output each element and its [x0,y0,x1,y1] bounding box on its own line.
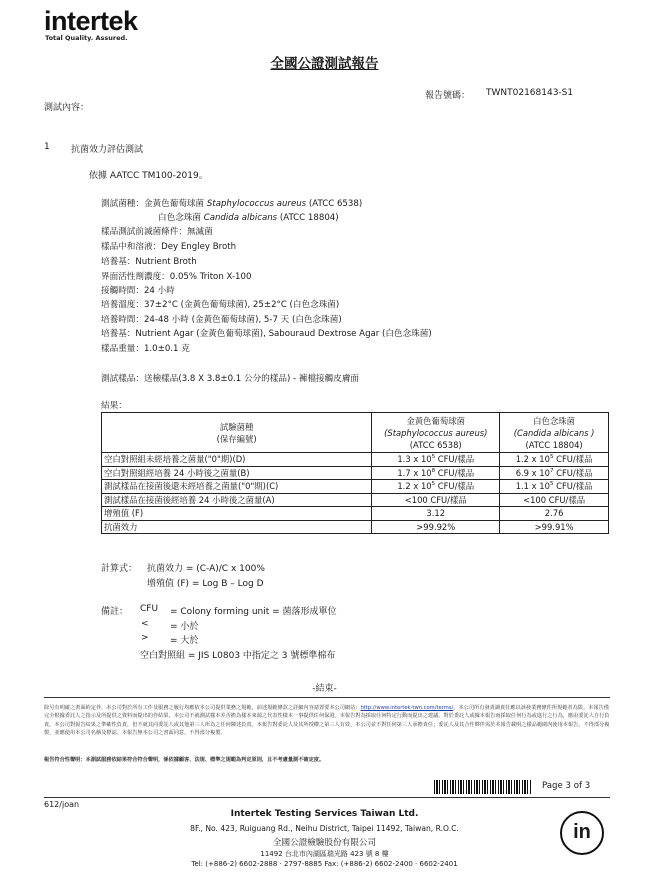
notes-label: 備註： [101,607,129,617]
intertek-seal-icon: in [560,811,604,855]
cell-sa: <100 CFU/樣品 [372,493,500,507]
operator-code: 612/joan [44,800,80,809]
divider [44,697,610,698]
formula-efficacy: 抗菌效力 = (C-A)/C x 100% [147,564,265,574]
company-name-en: Intertek Testing Services Taiwan Ltd. [230,809,419,819]
value-unit: CFU/樣品 [553,454,593,465]
note-gt-key: > [141,633,149,643]
disclaimer-part2: 。本公司所有發責調責任應以該發業務條件所規範者為限。本報告僅完全根據委託人之指示及所提供之資料而提出的作結果，本公司不就測試樣本差否擔為樣本來源之代表性樣本一事提供任何保證。本報告對為採取任何特定行動而提出之建議，對於委託人或據本報告而採取任何行為或進行之行為，應由委託人自行負責。本公司對報告結果之準確性負責，但不就其向委託人或其他第三人所為之任何陳述負責。本報告對委託人及其所授權之第三人有效，本公司並不對任何第三人承擔責任；委託人及其合作夥伴需於本報告載明之樣品範圍內使用本報告，不得部分複製，並應使用本公司名稱及標誌。本報告無本公司之書面同意，不得部分複製。 [44,705,610,736]
row-label: 抗菌效力 [102,520,372,534]
contact-phone-fax: Tel: (+886-2) 6602-2888 ‧ 2797-8885 Fax: (+886-2) 6602-2400 ‧ 6602-2401 [191,860,458,868]
cell-sa [372,466,500,480]
surfactant: 界面活性劑濃度：0.05% Triton X-100 [101,272,252,282]
header-ca-atcc: (ATCC 18804) [525,439,583,450]
header-ca-latin: (Candida albicans ) [513,427,595,438]
header-ca-cn: 白色念珠菌 [533,415,576,426]
header-strain-title: 試驗菌種 [219,421,254,432]
table-row [102,520,609,534]
formula-growth: 增殖值 (F) = Log B – Log D [147,579,264,589]
terms-link[interactable]: http://www.intertek-twn.com/terms/ [360,705,454,711]
note-cfu-value: = Colony forming unit = 菌落形成單位 [170,607,337,617]
value-base: 1.3 x 10 [397,454,432,465]
page-title: 全國公證測試報告 [270,56,379,72]
strain1-latin: Staphylococcus aureus [206,199,307,209]
disclaimer-part1: 除另有明確之書面約定外，本公司對於所有工作及服務之履行均應依本公司提供業務之規範，前述規範條款之詳細內容請置要本公司網站： [44,705,361,711]
incubation-temp: 培養溫度：37±2°C (金黃色葡萄球菌), 25±2°C (白色念珠菌) [101,300,340,310]
results-label: 結果： [101,401,127,411]
value-base: 6.9 x 10 [515,467,550,478]
strain2-latin: Candida albicans [203,213,278,223]
sample-weight: 樣品重量：1.0±0.1 克 [101,344,190,354]
cell-sa: 3.12 [372,507,500,521]
note-gt-value: = 大於 [170,636,199,646]
conformity-statement: 報告符合性聲明：本測試服務依結果符合符合聲明，係依據顧客、法規、標準之規範為判定原則，且不考慮量測不確定度。 [44,757,325,763]
table-row [102,453,609,467]
row-label: 增殖值 (F) [102,507,372,521]
cell-ca [500,453,609,467]
agar-medium: 培養基：Nutrient Agar (金黃色葡萄球菌), Sabouraud Dextrose Agar (白色念珠菌) [101,329,432,339]
cell-ca [500,480,609,494]
row-label: 空白對照組未經培養之菌量("0"期)(D) [102,453,372,467]
end-mark: -結束- [312,684,337,694]
address-cn: 11492 台北市內湖區瑞光路 423 號 8 樓 [260,850,389,858]
barcode [434,780,532,794]
value-exponent: 7 [549,467,554,474]
note-lt-key: < [141,619,149,629]
strain1-atcc: (ATCC 6538) [308,199,363,209]
value-unit: CFU/樣品 [553,481,593,492]
results-table [101,412,609,534]
header-c-albicans [500,413,609,453]
value-exponent: 5 [431,481,436,488]
strain2-cn: 白色念珠菌 [158,213,201,223]
address-en: 8F., No. 423, Ruiguang Rd., Neihu District, Taipei 11492, Taiwan, R.O.C. [190,824,459,833]
header-strain [102,413,372,453]
header-strain-sub: (保存編號) [216,433,257,444]
report-number: TWNT02168143-S1 [486,88,574,98]
value-unit: CFU/樣品 [553,467,593,478]
header-sa-latin: (Staphylococcus aureus) [384,427,488,438]
contact-time: 接觸時間：24 小時 [101,286,175,296]
strain-line-1 [101,197,362,209]
value-base: 1.7 x 10 [397,467,432,478]
row-label: 測試樣品在接菌後還未經培養之菌量("0"期)(C) [102,480,372,494]
table-row [102,480,609,494]
note-cfu-key: CFU [140,604,159,614]
row-label: 空白對照組經培養 24 小時後之菌量(B) [102,466,372,480]
cell-ca [500,466,609,480]
medium: 培養基：Nutrient Broth [101,257,197,267]
incubation-time: 培養時間：24-48 小時 (金黃色葡萄球菌), 5-7 天 (白色念珠菌) [101,315,342,325]
section-title: 抗菌效力評估測試 [71,145,144,155]
value-exponent: 5 [431,454,436,461]
header-s-aureus [372,413,500,453]
value-exponent: 5 [549,454,554,461]
intertek-logo: intertek [44,6,138,36]
header-sa-atcc: (ATCC 6538) [409,439,462,450]
table-row [102,507,609,521]
note-blank: 空白對照組 = JIS L0803 中指定之 3 號標準棉布 [140,651,336,661]
formula-label: 計算式： [101,564,138,574]
table-header-row [102,413,609,453]
value-base: 1.1 x 10 [515,481,550,492]
section-number: 1 [44,142,50,152]
strain-line-2 [158,211,339,223]
sterilize-condition: 樣品測試前滅菌條件：無滅菌 [101,227,213,237]
table-row [102,493,609,507]
value-base: 1.2 x 10 [397,481,432,492]
cell-sa: >99.92% [372,520,500,534]
row-label: 測試樣品在接菌後經培養 24 小時後之菌量(A) [102,493,372,507]
test-sample: 測試樣品：送檢樣品(3.8 X 3.8±0.1 公分的樣品) - 褲檔接觸皮膚面 [101,374,360,384]
cell-ca: >99.91% [500,520,609,534]
cell-ca: <100 CFU/樣品 [500,493,609,507]
disclaimer [44,704,610,737]
page-number: Page 3 of 3 [542,781,591,791]
test-content-label: 測試內容： [44,103,90,113]
footer-divider [44,797,610,798]
value-unit: CFU/樣品 [435,481,475,492]
value-unit: CFU/樣品 [435,454,475,465]
strain-label: 測試菌種： [101,199,144,209]
header-sa-cn: 金黃色葡萄球菌 [406,415,466,426]
table-row [102,466,609,480]
cell-ca: 2.76 [500,507,609,521]
value-exponent: 8 [431,467,436,474]
value-base: 1.2 x 10 [515,454,550,465]
test-standard: 依據 AATCC TM100-2019。 [89,171,208,181]
value-exponent: 5 [549,481,554,488]
value-unit: CFU/樣品 [435,467,475,478]
logo-tagline: Total Quality. Assured. [45,34,128,42]
note-lt-value: = 小於 [170,622,199,632]
strain2-atcc: (ATCC 18804) [279,213,339,223]
report-number-label: 報告號碼： [425,91,471,101]
cell-sa [372,480,500,494]
company-name-cn: 全國公證檢驗股份有限公司 [272,838,377,848]
strain1-cn: 金黃色葡萄球菌 [143,199,205,209]
neutralizer: 樣品中和溶液：Dey Engley Broth [101,242,237,252]
cell-sa [372,453,500,467]
